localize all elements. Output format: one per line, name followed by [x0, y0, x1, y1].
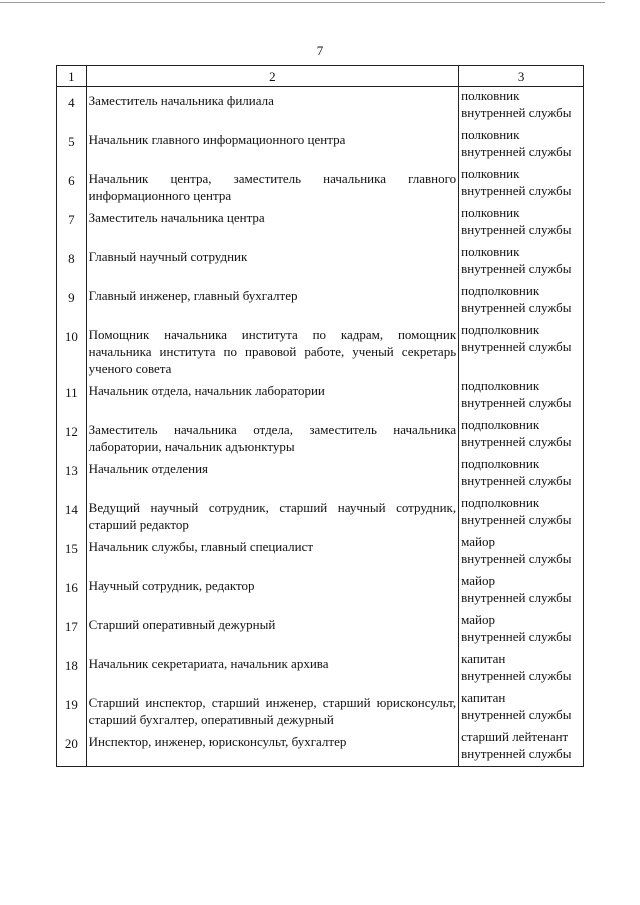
- row-number: 16: [57, 572, 87, 611]
- rank-cell: [459, 533, 584, 572]
- header-col-2: 2: [86, 66, 458, 87]
- rank: подполковник: [461, 282, 540, 298]
- header-col-3: 3: [459, 66, 584, 87]
- position-title: Начальник секретариата, начальник архива: [86, 650, 458, 689]
- rank-service: внутренней службы: [461, 706, 572, 722]
- rank: подполковник: [461, 416, 540, 432]
- rank: капитан: [461, 650, 506, 666]
- rank-service: внутренней службы: [461, 338, 572, 354]
- rank: полковник: [461, 126, 520, 142]
- rank-cell: [459, 282, 584, 321]
- rank: полковник: [461, 204, 520, 220]
- rank-cell: [459, 243, 584, 282]
- rank: полковник: [461, 243, 520, 259]
- row-number: 14: [57, 494, 87, 533]
- table-row: [57, 416, 584, 455]
- rank-service: внутренней службы: [461, 511, 572, 527]
- table-row: [57, 243, 584, 282]
- position-title: Помощник начальника института по кадрам, помощник начальника института по правовой работе, ученый секретарь ученого совета: [86, 321, 458, 377]
- row-number: 17: [57, 611, 87, 650]
- table-row: [57, 282, 584, 321]
- rank: полковник: [461, 165, 520, 181]
- table-row: [57, 650, 584, 689]
- table-row: [57, 126, 584, 165]
- table-row: [57, 377, 584, 416]
- position-title: Начальник главного информационного центра: [86, 126, 458, 165]
- rank: старший лейтенант: [461, 728, 569, 744]
- rank-cell: [459, 494, 584, 533]
- rank-service: внутренней службы: [461, 182, 572, 198]
- position-title: Главный научный сотрудник: [86, 243, 458, 282]
- rank: майор: [461, 611, 496, 627]
- position-title: Начальник службы, главный специалист: [86, 533, 458, 572]
- rank-service: внутренней службы: [461, 105, 572, 120]
- position-title: Главный инженер, главный бухгалтер: [86, 282, 458, 321]
- page-number: 7: [316, 43, 324, 58]
- rank-cell: [459, 204, 584, 243]
- position-title: Начальник отделения: [86, 455, 458, 494]
- position-title: Ведущий научный сотрудник, старший научный сотрудник, старший редактор: [86, 494, 458, 533]
- row-number: 10: [57, 321, 87, 377]
- scan-edge-line: [0, 2, 605, 3]
- row-number: 9: [57, 282, 87, 321]
- rank: подполковник: [461, 321, 540, 337]
- position-title: Старший инспектор, старший инженер, старший юрисконсульт, старший бухгалтер, оперативный дежурный: [86, 689, 458, 728]
- table-header-row: [57, 66, 584, 87]
- table-row: [57, 533, 584, 572]
- rank: майор: [461, 572, 496, 588]
- position-title: Заместитель начальника филиала: [86, 87, 458, 126]
- positions-ranks-table: [56, 65, 584, 767]
- rank-service: внутренней службы: [461, 745, 572, 761]
- rank-cell: [459, 87, 584, 126]
- row-number: 11: [57, 377, 87, 416]
- position-title: Старший оперативный дежурный: [86, 611, 458, 650]
- row-number: 6: [57, 165, 87, 204]
- rank-cell: [459, 689, 584, 728]
- position-title: Заместитель начальника отдела, заместитель начальника лаборатории, начальник адъюнктуры: [86, 416, 458, 455]
- rank-service: внутренней службы: [461, 550, 572, 566]
- rank-cell: [459, 572, 584, 611]
- rank-service: внутренней службы: [461, 143, 572, 159]
- position-title: Заместитель начальника центра: [86, 204, 458, 243]
- rank-service: внутренней службы: [461, 433, 572, 449]
- position-title: Инспектор, инженер, юрисконсульт, бухгалтер: [86, 728, 458, 767]
- rank-cell: [459, 611, 584, 650]
- table-row: [57, 87, 584, 126]
- rank: подполковник: [461, 494, 540, 510]
- rank-cell: [459, 165, 584, 204]
- row-number: 4: [57, 87, 87, 126]
- row-number: 15: [57, 533, 87, 572]
- row-number: 7: [57, 204, 87, 243]
- rank: подполковник: [461, 455, 540, 471]
- position-title: Начальник центра, заместитель начальника главного информационного центра: [86, 165, 458, 204]
- header-col-1: 1: [57, 66, 87, 87]
- rank: майор: [461, 533, 496, 549]
- rank-cell: [459, 455, 584, 494]
- table-row: [57, 455, 584, 494]
- row-number: 8: [57, 243, 87, 282]
- rank-cell: [459, 126, 584, 165]
- rank-service: внутренней службы: [461, 299, 572, 315]
- rank-service: внутренней службы: [461, 472, 572, 488]
- position-title: Начальник отдела, начальник лаборатории: [86, 377, 458, 416]
- table-row: [57, 321, 584, 377]
- rank-service: внутренней службы: [461, 394, 572, 410]
- row-number: 5: [57, 126, 87, 165]
- rank-cell: [459, 321, 584, 377]
- rank-cell: [459, 377, 584, 416]
- rank: капитан: [461, 689, 506, 705]
- row-number: 13: [57, 455, 87, 494]
- table-row: [57, 572, 584, 611]
- table-row: [57, 204, 584, 243]
- rank: полковник: [461, 88, 520, 103]
- rank-service: внутренней службы: [461, 667, 572, 683]
- rank-cell: [459, 728, 584, 767]
- table-row: [57, 611, 584, 650]
- rank-service: внутренней службы: [461, 628, 572, 644]
- rank-cell: [459, 650, 584, 689]
- table-row: [57, 689, 584, 728]
- table-row: [57, 165, 584, 204]
- row-number: 18: [57, 650, 87, 689]
- rank: подполковник: [461, 377, 540, 393]
- table-row: [57, 728, 584, 767]
- rank-cell: [459, 416, 584, 455]
- position-title: Научный сотрудник, редактор: [86, 572, 458, 611]
- table-row: [57, 494, 584, 533]
- rank-service: внутренней службы: [461, 589, 572, 605]
- rank-service: внутренней службы: [461, 221, 572, 237]
- rank-service: внутренней службы: [461, 260, 572, 276]
- row-number: 20: [57, 728, 87, 767]
- row-number: 12: [57, 416, 87, 455]
- row-number: 19: [57, 689, 87, 728]
